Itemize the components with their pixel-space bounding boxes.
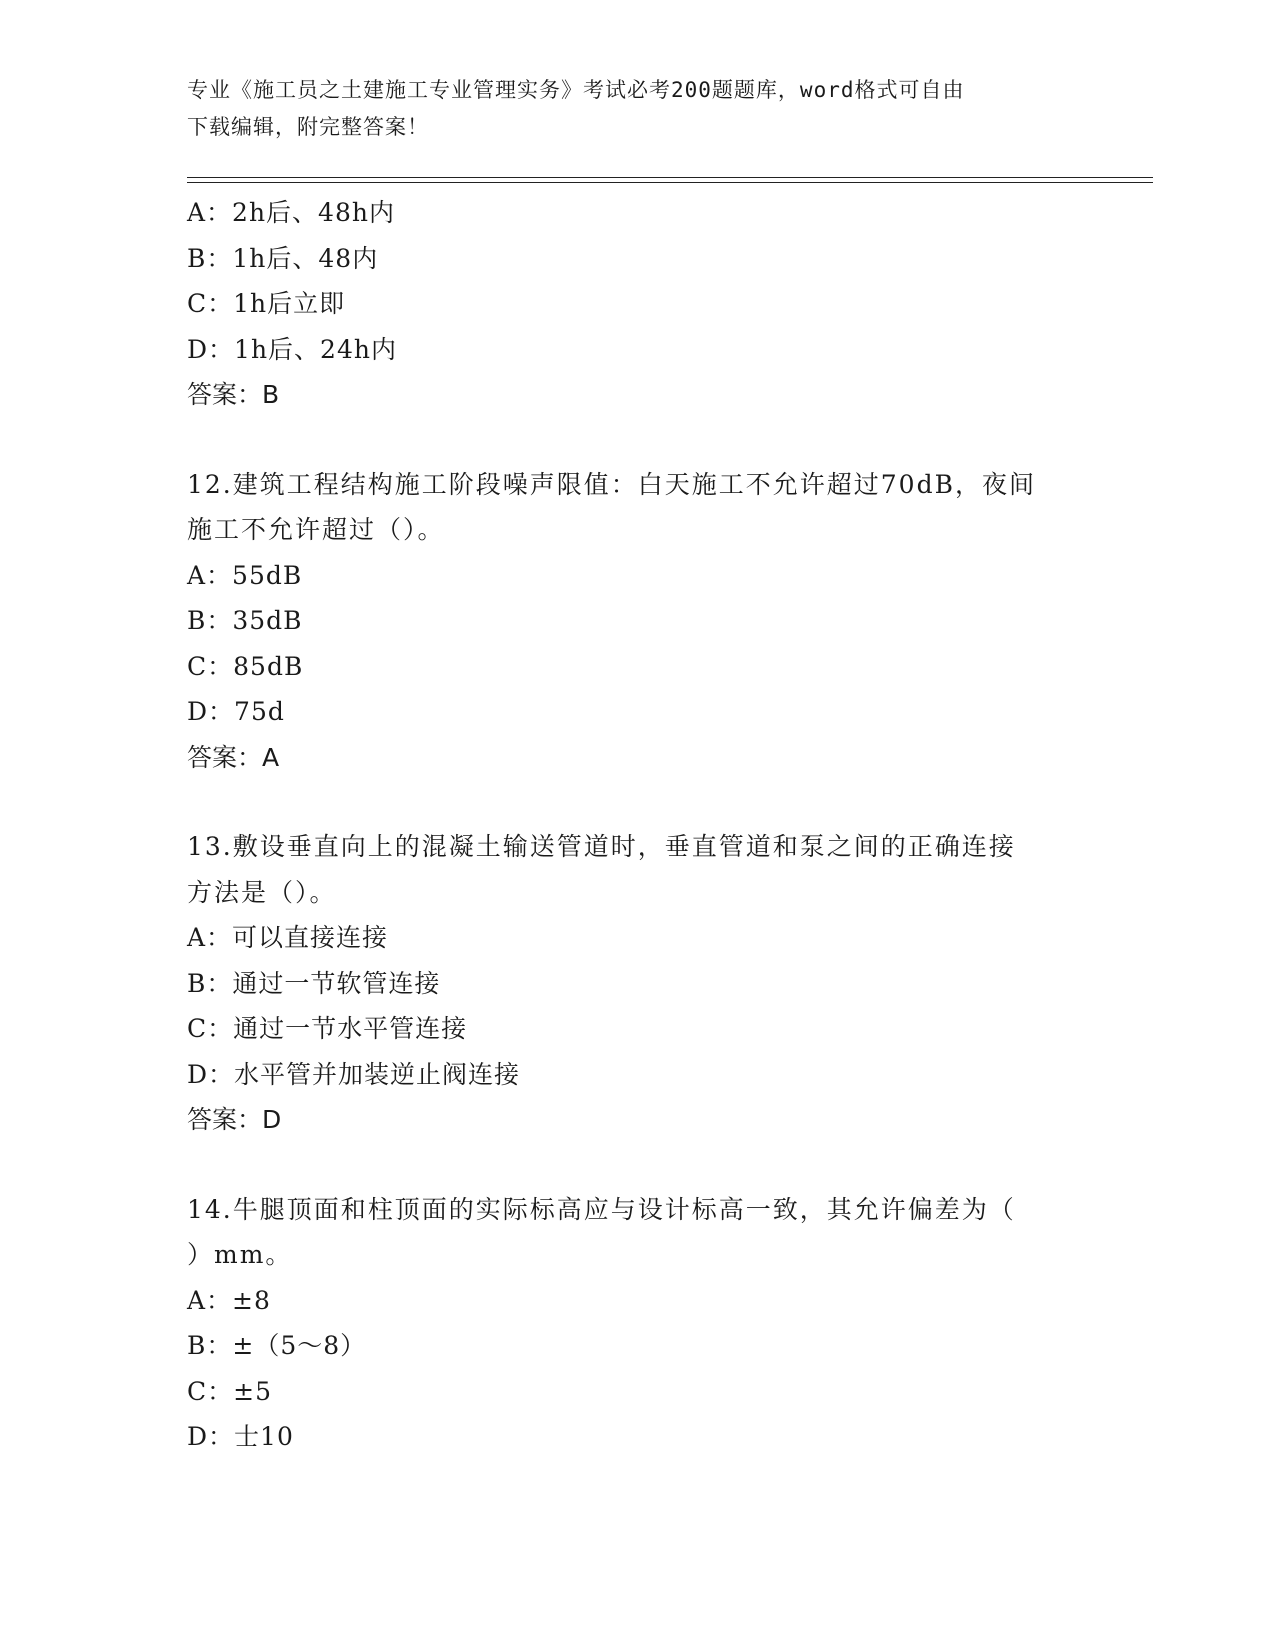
answer: 答案：A [187, 742, 280, 772]
header-divider-bottom [187, 182, 1153, 183]
answer: 答案：B [187, 380, 280, 409]
option-b: B：35dB [187, 606, 303, 635]
stem-line-1: 13.敷设垂直向上的混凝土输送管道时，垂直管道和泵之间的正确连接 [187, 832, 1016, 861]
option-b: B：±（5～8） [187, 1331, 367, 1360]
stem-line-2: ）mm。 [187, 1240, 293, 1269]
question-stem [187, 824, 1087, 915]
option-d: D：水平管并加装逆止阀连接 [187, 1059, 521, 1089]
question-content [187, 190, 1087, 1460]
header-line-1: 专业《施工员之土建施工专业管理实务》考试必考200题题库，word格式可自由 [187, 78, 965, 102]
option-a: A：可以直接连接 [187, 923, 389, 952]
answer: 答案：D [187, 1105, 282, 1134]
stem-line-2: 方法是（）。 [187, 877, 337, 907]
stem-line-1: 14.牛腿顶面和柱顶面的实际标高应与设计标高一致，其允许偏差为（ [187, 1194, 1016, 1224]
option-c: C：85dB [187, 651, 304, 681]
stem-line-2: 施工不允许超过（）。 [187, 515, 445, 544]
option-b: B：通过一节软管连接 [187, 968, 441, 998]
question-12 [187, 462, 1087, 781]
option-a: A：2h后、48h内 [187, 198, 395, 227]
option-c: C：1h后立即 [187, 289, 346, 318]
option-c: C：通过一节水平管连接 [187, 1014, 468, 1043]
option-a: A：55dB [187, 560, 303, 590]
header-divider-top [187, 177, 1153, 178]
document-header [187, 72, 1077, 146]
question-stem [187, 1187, 1087, 1278]
option-c: C：±5 [187, 1376, 272, 1406]
option-d: D：士10 [187, 1422, 294, 1451]
question-stem [187, 462, 1087, 553]
header-line-2: 下载编辑，附完整答案！ [187, 115, 429, 139]
option-b: B：1h后、48内 [187, 243, 379, 273]
option-d: D：1h后、24h内 [187, 334, 397, 364]
stem-line-1: 12.建筑工程结构施工阶段噪声限值：白天施工不允许超过70dB，夜间 [187, 469, 1036, 499]
option-d: D：75d [187, 697, 285, 726]
question-11 [187, 190, 1087, 418]
option-a: A：±8 [187, 1285, 271, 1315]
question-14 [187, 1187, 1087, 1460]
question-13 [187, 824, 1087, 1143]
